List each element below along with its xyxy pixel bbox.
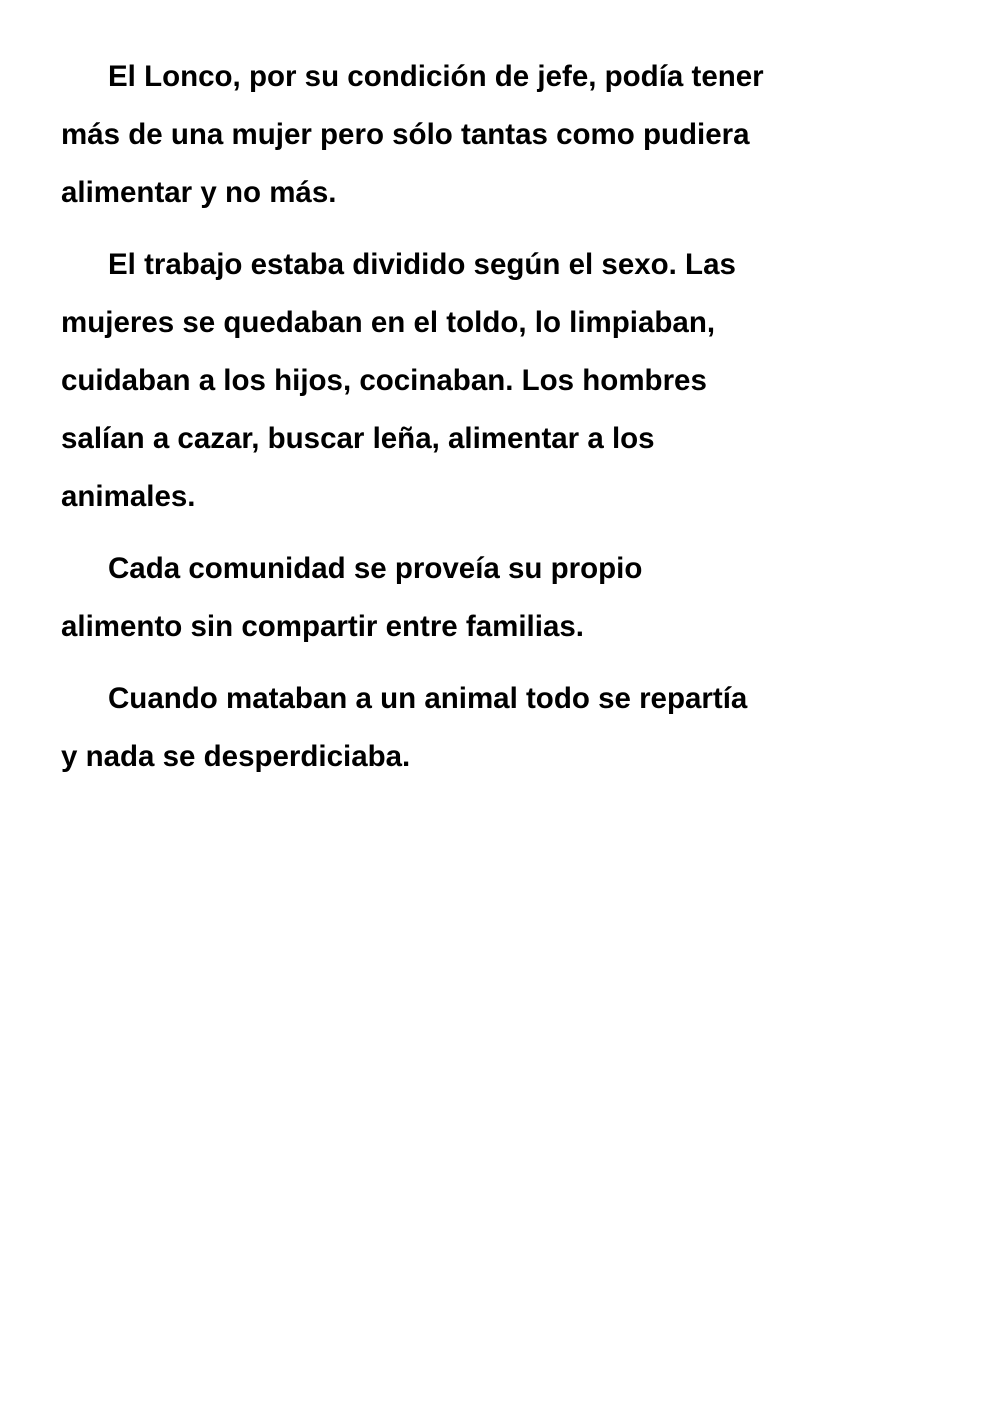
- text-line: El trabajo estaba dividido según el sexo. Las: [108, 248, 736, 281]
- text-line: mujeres se quedaban en el toldo, lo limpiaban,: [61, 306, 716, 339]
- text-line: alimento sin compartir entre familias.: [61, 610, 584, 643]
- text-line: animales.: [61, 480, 196, 513]
- text-line: alimentar y no más.: [61, 176, 337, 209]
- paragraph-comunidad: [61, 540, 941, 656]
- paragraph-trabajo: [61, 236, 941, 526]
- text-line: Cada comunidad se proveía su propio: [108, 552, 643, 585]
- paragraph-lonco: [61, 48, 941, 222]
- text-line: cuidaban a los hijos, cocinaban. Los hombres: [61, 364, 707, 397]
- paragraph-animal: [61, 670, 941, 786]
- text-line: Cuando mataban a un animal todo se repartía: [108, 682, 748, 715]
- document-body: [61, 48, 941, 800]
- text-line: El Lonco, por su condición de jefe, podía tener: [108, 60, 764, 93]
- text-line: y nada se desperdiciaba.: [61, 740, 411, 773]
- text-line: más de una mujer pero sólo tantas como pudiera: [61, 118, 750, 151]
- text-line: salían a cazar, buscar leña, alimentar a los: [61, 422, 655, 455]
